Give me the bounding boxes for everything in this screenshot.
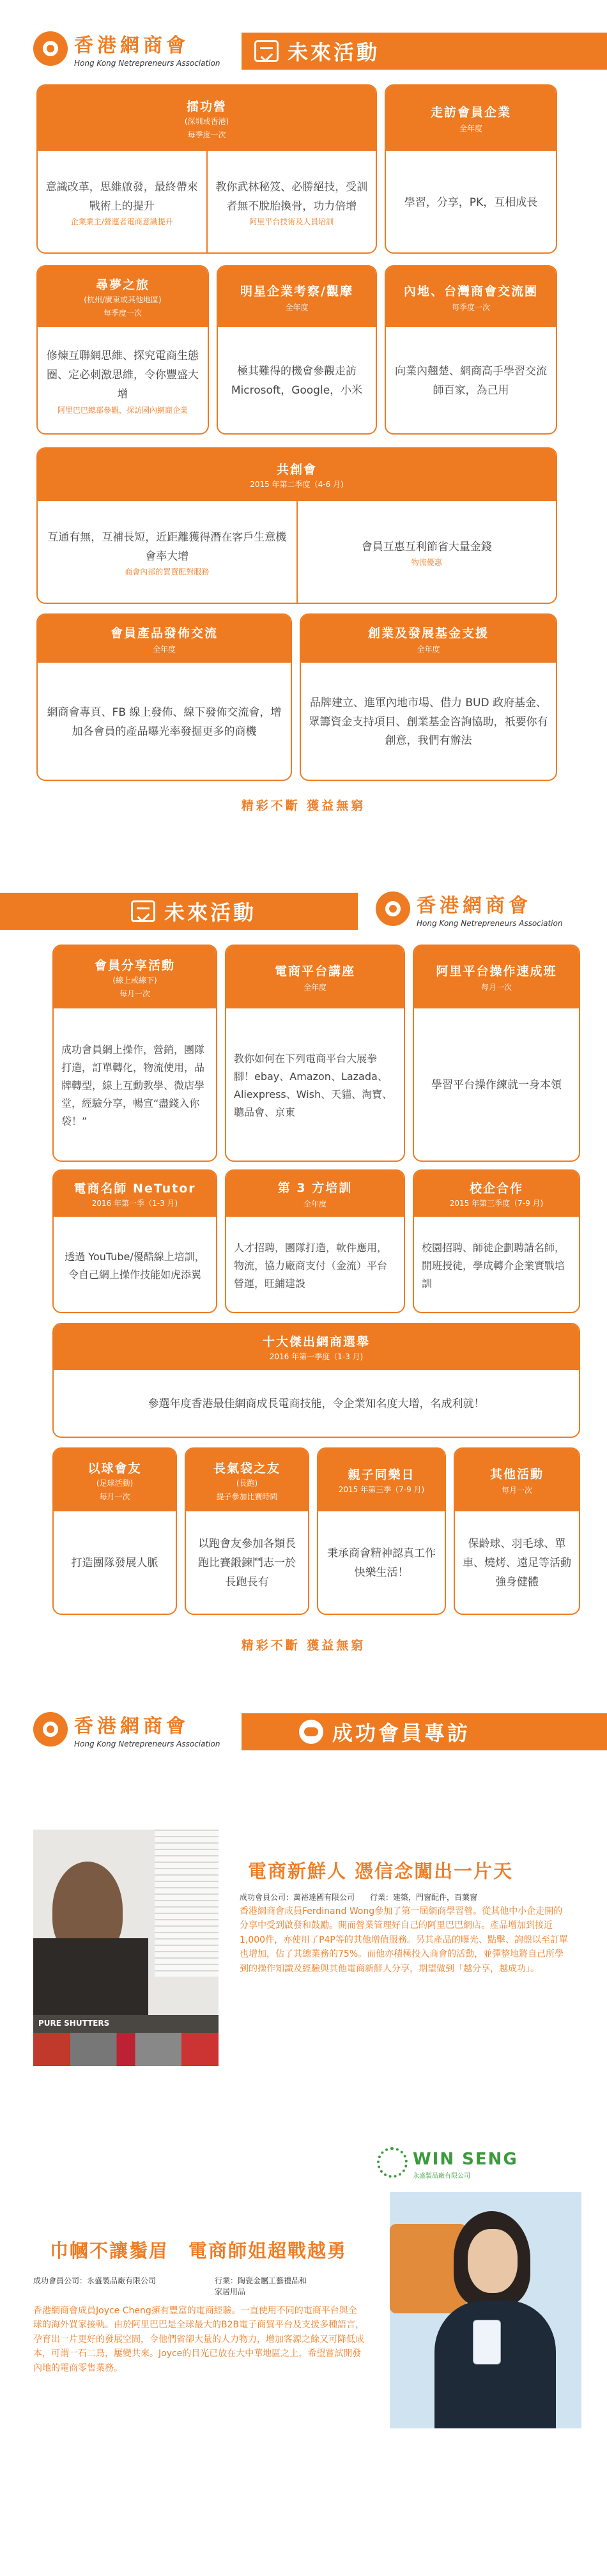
section3-heading: 成功會員專訪 (332, 1721, 471, 1745)
card-text: 教你武林秘笈、必勝絕技，受訓者無不脫胎換骨，功力倍增 (215, 180, 368, 213)
card-member-sharing (52, 945, 217, 1162)
story2-meta-company: 成功會員公司：永盛製品廠有限公司 (33, 2276, 157, 2285)
story2-title: 巾幗不讓鬚眉 電商師姐超戰越勇 (50, 2240, 348, 2262)
card-member-visits (385, 84, 557, 254)
card-text: 會員互惠互利節省大量金錢 (361, 540, 492, 553)
card-sub: (杭州/廣東或其他地區) (84, 295, 162, 304)
card-title: 以球會友 (88, 1461, 142, 1476)
card-family-day (317, 1447, 446, 1615)
slogan: 精彩不斷 獲益無窮 (241, 799, 366, 813)
brand-logo (33, 1710, 220, 1748)
card-netutor (52, 1169, 217, 1313)
brand-name-cn: 香港網商會 (74, 1715, 189, 1738)
card-sub: (長跑) (236, 1478, 258, 1488)
card-text: 互通有無，互補長短，近距離獲得潛在客戶生意機會率大增 (47, 530, 287, 563)
brand-name-cn: 香港網商會 (417, 895, 532, 917)
photo-caption: PURE SHUTTERS (38, 2019, 110, 2028)
card-title: 尋夢之旅 (95, 278, 150, 292)
card-training-camp (36, 84, 377, 254)
card-title: 電商平台講座 (274, 964, 355, 978)
logo-emblem-icon (376, 891, 410, 926)
card-title: 電商名師 NeTutor (73, 1182, 196, 1196)
card-third-party-training (225, 1169, 405, 1313)
card-text: 透過 YouTube/優酷線上培訓，令自己網上操作技能如虎添翼 (65, 1250, 205, 1281)
section3-header (0, 1706, 607, 1757)
brand-logo (376, 890, 562, 928)
member-photo-joyce (377, 2147, 581, 2428)
handshake-icon (299, 1720, 323, 1744)
card-text: 網商會專頁、FB 線上發佈、線下發佈交流會，增加各會員的產品曝光率發掘更多的商機 (47, 706, 282, 738)
card-freq: 每季度一次 (103, 309, 142, 318)
card-title: 第 3 方培訓 (277, 1181, 353, 1195)
member-photo-ferdinand (33, 1830, 219, 2066)
card-title: 親子同樂日 (348, 1468, 415, 1482)
brand-name-cn: 香港網商會 (74, 35, 189, 57)
story2-meta-industry: 行業：陶瓷金屬工藝禮品和家居用品 (215, 2276, 307, 2296)
card-freq: 提子參加比賽時間 (216, 1492, 278, 1501)
section1-heading: 未來活動 (288, 40, 380, 65)
portrait-shirt (33, 1938, 148, 2015)
card-title: 會員產品發佈交流 (110, 626, 218, 640)
card-freq: 每月一次 (99, 1492, 130, 1501)
section2-title-bar (0, 893, 358, 930)
card-text: 教你如何在下列電商平台大展拳腳！ebay、Amazon、Lazada、Aliexpress、Wish、天貓、淘寶、聰品會、京東 (234, 1053, 393, 1118)
card-note: 阿里巴巴總部參觀，探訪國內網商企業 (57, 405, 188, 415)
brand-name-en: Hong Kong Netrepreneurs Association (74, 1739, 220, 1748)
card-text: 人才招聘，團隊打造，軟件應用，物流，協力廠商支付（金流）平台營運，旺鋪建設 (234, 1241, 388, 1290)
portrait-face (468, 2229, 518, 2293)
card-sub: 2015 年第三季度（7-9 月) (449, 1199, 544, 1208)
brand-logo (33, 29, 220, 68)
card-title: 走訪會員企業 (430, 105, 511, 120)
card-title: 長氣袋之友 (213, 1461, 280, 1476)
card-startup-fund (300, 613, 557, 781)
card-title: 共創會 (276, 463, 317, 477)
card-text: 學習，分享，PK，互相成長 (404, 196, 538, 209)
card-product-launch (36, 613, 292, 781)
card-sub: 2016 年第一季（1-3 月) (91, 1199, 178, 1208)
card-freq: 每月一次 (501, 1486, 532, 1495)
card-title: 明星企業考察/觀摩 (240, 284, 353, 298)
card-sub: 2015 年第二季度（4-6 月) (250, 480, 344, 489)
card-platform-seminar (225, 945, 405, 1162)
card-sub: 2015 年第三季（7-9 月) (338, 1485, 425, 1494)
card-text: 成功會員網上操作，營銷，團隊打造，訂單轉化，物流使用，品牌轉型，線上互動教學、微店學堂，經驗分享，暢宣“盡錢入你袋！” (61, 1044, 205, 1127)
card-freq: 全年度 (152, 644, 176, 654)
calendar-icon (254, 40, 279, 62)
section1-title-bar (242, 33, 607, 70)
card-top-ten-election (52, 1323, 580, 1438)
logo-emblem-icon (33, 1712, 68, 1747)
photo-strip (33, 2033, 219, 2066)
section3-title-bar (242, 1713, 607, 1750)
card-text: 校園招聘、師徒企劃聘請名師，開班授徒，學成轉介企業實戰培訓 (422, 1241, 565, 1290)
card-title: 擂功營 (186, 99, 227, 114)
card-freq: 全年度 (417, 644, 440, 654)
card-note: 商會內部的買賣配對服務 (125, 567, 210, 577)
card-freq: 每季度一次 (187, 130, 226, 139)
card-co-creation (36, 447, 557, 604)
card-text: 保齡球、羽毛球、單車、燒烤、遠足等活動強身健體 (463, 1538, 571, 1589)
card-text: 意識改革，思維啟發，最終帶來戰術上的提升 (45, 180, 198, 213)
card-title: 阿里平台操作速成班 (436, 964, 557, 978)
card-alibaba-crash-course (413, 945, 580, 1162)
card-note: 企業業主/營運者電商意識提升 (70, 217, 173, 227)
card-other-activities (454, 1447, 580, 1615)
card-football (52, 1447, 177, 1615)
brand-name-en: Hong Kong Netrepreneurs Association (417, 919, 563, 928)
card-text: 向業內翹楚、網商高手學習交流師百家，為己用 (395, 365, 547, 397)
trophy (473, 2320, 501, 2364)
card-freq: 全年度 (285, 302, 309, 312)
card-title: 其他活動 (489, 1467, 544, 1481)
logo-emblem-icon (33, 31, 68, 66)
card-note: 阿里平台技術及人員培訓 (249, 217, 334, 227)
card-text: 打造團隊發展人脈 (71, 1557, 158, 1570)
card-text: 極其難得的機會參觀走訪 Microsoft，Google，小米 (231, 365, 363, 397)
story1-text: 香港網商會成員Ferdinand Wong參加了第一屆網商學習營。從其他中小企走開的分享中受到啟發和鼓勵。開而營業管理好自己的阿里巴巴網店。產品增加到接近1,000件，亦使用了P4P等的其他增值服務。另其產品的曝光、點擊、詢盤以至訂單也增加，佔了其總業務的75%。而他亦積極投入商會的活動，並彈整地將自己所學到的操作知識及經驗與其他電商新鮮人分享，期望做到「越分享，越成功」。 (240, 1906, 568, 1974)
card-sub: (深圳或香港) (184, 116, 229, 126)
card-exchange-delegation (385, 265, 557, 435)
card-star-company-visit (217, 265, 377, 435)
winseng-logo-text: WIN SENG (413, 2150, 518, 2169)
winseng-logo-icon (377, 2147, 408, 2178)
card-freq: 全年度 (459, 124, 482, 133)
card-text: 品牌建立、進軍內地市場、借力 BUD 政府基金、眾籌資金支持項目、創業基金咨詢協助，祇要你有創意，我們有辦法 (309, 696, 548, 748)
card-text: 秉承商會精神認真工作快樂生活！ (327, 1547, 436, 1579)
card-text: 以跑會友參加各類長跑比賽鍛鍊鬥志一於長跑長有 (198, 1538, 296, 1589)
card-text: 學習平台操作練就一身本領 (431, 1079, 562, 1092)
card-freq: 全年度 (303, 983, 327, 992)
card-school-enterprise (413, 1169, 580, 1313)
card-text: 修煉互聯網思維、探究電商生態圈、定必刺激思維，令你豐盛大增 (47, 350, 199, 401)
shutters-backdrop (155, 1830, 219, 1977)
card-title: 校企合作 (469, 1182, 523, 1196)
card-sub: (線上或線下) (112, 975, 157, 985)
card-running (185, 1447, 309, 1615)
card-title: 創業及發展基金支援 (367, 626, 489, 640)
card-freq: 全年度 (303, 1199, 327, 1208)
story1-meta: 成功會員公司：萬裕達國有限公司 行業：建築，門窗配件，百葉窗 (240, 1893, 478, 1902)
card-title: 內地、台灣商會交流團 (403, 284, 538, 298)
card-freq: 每月一次 (480, 983, 512, 992)
winseng-logo-sub: 永盛製品廠有限公司 (413, 2173, 470, 2180)
card-freq: 每月一次 (119, 989, 150, 998)
card-dream-tour (36, 265, 209, 435)
slogan: 精彩不斷 獲益無窮 (241, 1639, 366, 1653)
story1-title: 電商新鮮人 憑信念闖出一片天 (248, 1860, 514, 1882)
card-sub: (足球活動) (96, 1478, 134, 1488)
section1-header (0, 26, 607, 77)
section2-heading: 未來活動 (164, 900, 257, 925)
card-title: 會員分享活動 (94, 958, 175, 973)
card-title: 十大傑出網商選舉 (262, 1335, 370, 1349)
card-note: 物流優惠 (411, 558, 442, 567)
card-freq: 每季度一次 (451, 302, 490, 312)
brand-name-en: Hong Kong Netrepreneurs Association (74, 59, 220, 68)
photo-banner (33, 2015, 219, 2066)
story2-text: 香港網商會成員Joyce Cheng擁有豐富的電商經驗。一直使用不同的電商平台與全球的海外買家接軌。由於阿里巴巴是全球最大的B2B電子商貿平台及支援多種語言，孕育出一片更好的發展空間，令他們省卻大量的人力物力，增加客源之餘又可降低成本，可謂一石二鳥，屢變共來。Joyce的目光已放在大中華地區之上，希望嘗試開發內地的電商零售業務。 (33, 2306, 365, 2373)
card-text: 參選年度香港最佳網商成長電商技能，令企業知名度大增，名成利就！ (148, 1398, 485, 1411)
section2-header (0, 886, 607, 937)
card-sub: 2016 年第一季度（1-3 月) (269, 1352, 364, 1361)
calendar-icon (131, 900, 155, 922)
